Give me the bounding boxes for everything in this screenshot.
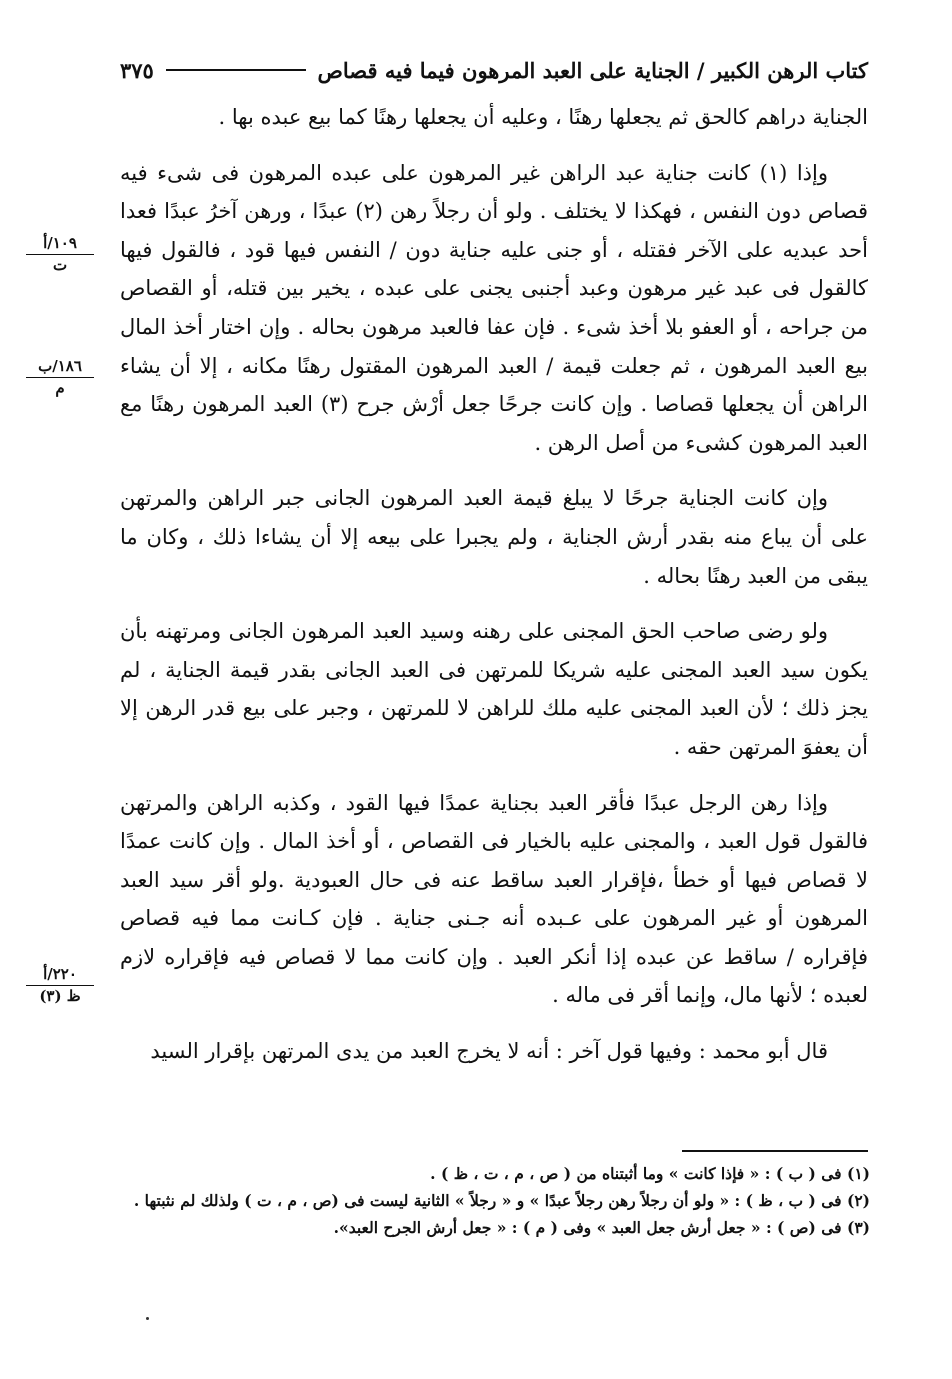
margin-folio: ١٨٦/ب [38, 357, 82, 375]
paragraph: وإن كانت الجناية جرحًا لا يبلغ قيمة العبد المرهون الجانى جبر الراهن والمرتهن على أن يباع منه بقدر أرش الجناية ، ولم يجبرا على بيعه إلا أن يشاءا ذلك ، وكان ما يبقى من العبد رهنًا بحاله . [120, 486, 868, 588]
body-text [120, 98, 868, 1088]
footnote: (٣) فى (ص ) : « جعل أرش جعل العبد » وفى ( م ) : « جعل أرش الجرح العبد». [333, 1218, 870, 1237]
footnote: (١) فى ( ب ) : « فإذا كانت » وما أثبتناه من ( ص ، م ، ت ، ظ ) . [430, 1164, 870, 1183]
paragraph: وإذا (١) كانت جناية عبد الراهن غير المرهون على عبده المرهون فى شىء فيه قصاص دون النفس ، فهكذا لا يختلف . ولو أن رجلاً رهن (٢) عبدًا ، ورهن آخرُ عبدًا فعدا أحد عبديه على الآخر فقتله ، أو جنى عليه جناية دون / النفس فيها قود ، فالقول فيها كالقول فى عبد غير مرهون وعبد أجنبى يجنى على عبده ، يخير بين قتله، أو القصاص من جراحه ، أو العفو بلا أخذ شىء . فإن عفا فالعبد مرهون بحاله . وإن اختار أخذ المال بيع العبد المرهون ، ثم جعلت قيمة / العبد المرهون المقتول رهنًا مكانه ، إلا أن يشاء الراهن أن يجعلها قصاصا . وإن كانت جرحًا جعل أرْش جرح (٣) العبد المرهون رهنًا مع العبد المرهون كشىء من أصل الرهن . [120, 160, 868, 455]
header-rule [166, 69, 306, 71]
footnote-rule [682, 1150, 868, 1152]
page-speck [146, 1317, 149, 1320]
margin-folio: ١٠٩/أ [43, 234, 77, 252]
footnotes [120, 1160, 870, 1241]
paragraph: ولو رضى صاحب الحق المجنى على رهنه وسيد العبد المرهون الجانى ومرتهنه بأن يكون سيد العبد المجنى عليه شريكا للمرتهن فى العبد الجانى بقدر قيمة الجناية ، لم يجز ذلك ؛ لأن العبد المجنى عليه ملك للراهن لا للمرتهن ، وجبر على بيع قدر الرهن إلا أن يعفوَ المرتهن حقه . [120, 619, 868, 759]
margin-manuscript: ظ (٣) [39, 987, 81, 1005]
paragraph: وإذا رهن الرجل عبدًا فأقر العبد بجناية عمدًا فيها القود ، وكذبه الراهن والمرتهن فالقول قول العبد ، والمجنى عليه بالخيار فى القصاص ، أو أخذ المال . وإن كانت عمدًا لا قصاص فيها أو خطأ ،فإقرار العبد ساقط عنه فى حال العبودية .ولو أقر سيد العبد المرهون أو غير المرهون على عـبده أنه جـنى جناية . فإن كـانت مما فيه قصاص فإقراره / ساقط عن عبده إذا أنكر العبد . وإن كانت مما لا قصاص فيه فإقراره لازم لعبده ؛ لأنها مال، وإنما أقر فى ماله . [120, 790, 868, 1008]
margin-manuscript: م [55, 379, 65, 397]
margin-note [22, 357, 98, 397]
margin-rule [26, 254, 94, 255]
margin-manuscript: ت [52, 256, 68, 274]
paragraph: الجناية دراهم كالحق ثم يجعلها رهنًا ، وعليه أن يجعلها رهنًا كما بيع عبده بها . [218, 105, 868, 129]
margin-rule [26, 377, 94, 378]
page-number: ٣٧٥ [120, 57, 154, 83]
margin-folio: ٢٢٠/أ [43, 965, 77, 983]
running-header [120, 48, 868, 92]
paragraph: قال أبو محمد : وفيها قول آخر : أنه لا يخرج العبد من يدى المرتهن بإقرار السيد [150, 1039, 828, 1064]
margin-note [22, 965, 98, 1005]
margin-note [22, 234, 98, 274]
footnote: (٢) فى ( ب ، ظ ) : « ولو أن رجلاً رهن رجلاً عبدًا » و « رجلاً » الثانية ليست فى (ص ، م ، ت ) ولذلك لم نثبتها . [133, 1191, 870, 1210]
header-title: كتاب الرهن الكبير / الجناية على العبد المرهون فيما فيه قصاص [317, 57, 868, 83]
margin-rule [26, 985, 94, 986]
